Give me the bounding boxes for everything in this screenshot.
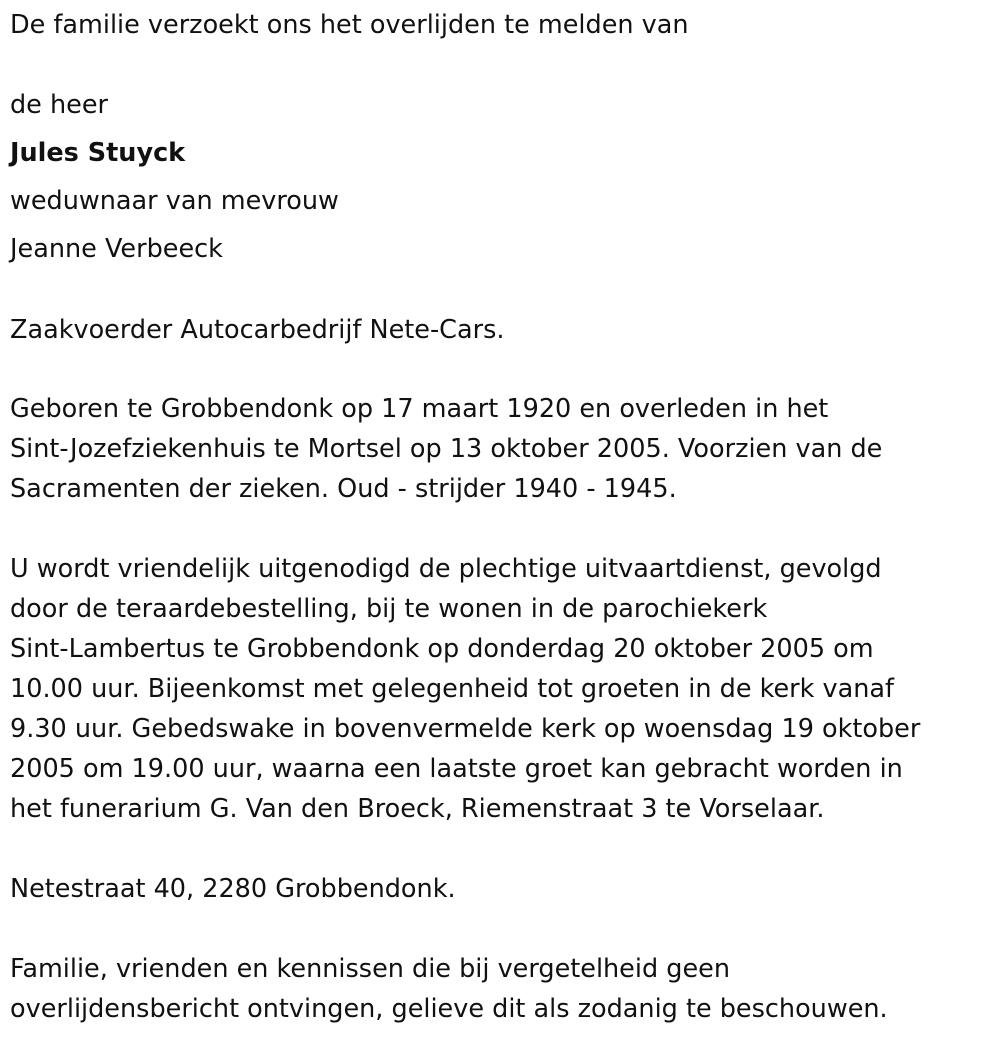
intro-text: De familie verzoekt ons het overlijden te melden van	[10, 10, 689, 40]
paragraph-line: het funerarium G. Van den Broeck, Riemenstraat 3 te Vorselaar.	[10, 794, 825, 824]
occupation-text: Zaakvoerder Autocarbedrijf Nete-Cars.	[10, 315, 505, 345]
paragraph-line: Familie, vrienden en kennissen die bij vergetelheid geen	[10, 954, 730, 984]
paragraph-line: U wordt vriendelijk uitgenodigd de plechtige uitvaartdienst, gevolgd	[10, 554, 882, 584]
closing-paragraph	[10, 949, 888, 1029]
deceased-name: Jules Stuyck	[10, 138, 186, 168]
address-text: Netestraat 40, 2280 Grobbendonk.	[10, 874, 456, 904]
paragraph-line: 9.30 uur. Gebedswake in bovenvermelde kerk op woensdag 19 oktober	[10, 714, 921, 744]
paragraph-line: Sint-Jozefziekenhuis te Mortsel op 13 oktober 2005. Voorzien van de	[10, 434, 883, 464]
paragraph-line: 2005 om 19.00 uur, waarna een laatste groet kan gebracht worden in	[10, 754, 903, 784]
paragraph-line: Sint-Lambertus te Grobbendonk op donderdag 20 oktober 2005 om	[10, 634, 874, 664]
relation-text: weduwnaar van mevrouw	[10, 186, 339, 216]
spouse-name: Jeanne Verbeeck	[10, 234, 223, 264]
funeral-paragraph	[10, 549, 920, 829]
paragraph-line: Geboren te Grobbendonk op 17 maart 1920 en overleden in het	[10, 394, 829, 424]
paragraph-line: Sacramenten der zieken. Oud - strijder 1940 - 1945.	[10, 474, 677, 504]
title-text: de heer	[10, 90, 109, 120]
paragraph-line: overlijdensbericht ontvingen, gelieve dit als zodanig te beschouwen.	[10, 994, 888, 1024]
paragraph-line: 10.00 uur. Bijeenkomst met gelegenheid tot groeten in de kerk vanaf	[10, 674, 894, 704]
paragraph-line: door de teraardebestelling, bij te wonen in de parochiekerk	[10, 594, 768, 624]
birth-death-paragraph	[10, 389, 882, 509]
